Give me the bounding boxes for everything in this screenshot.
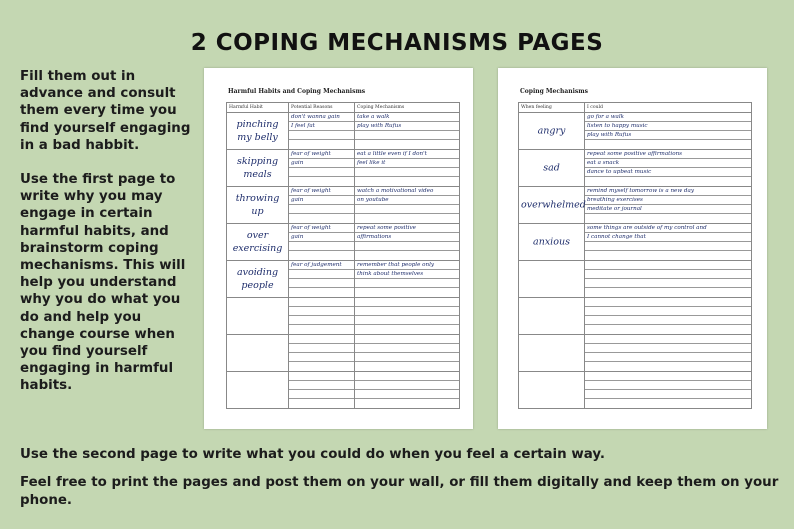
coping-line[interactable]: [355, 344, 459, 353]
feeling-cell[interactable]: [519, 261, 585, 298]
coping-cell[interactable]: [355, 261, 460, 298]
header-harmful-habit: Harmful Habit: [227, 103, 289, 113]
action-cell[interactable]: [585, 113, 752, 150]
coping-line[interactable]: [355, 362, 459, 371]
feeling-cell[interactable]: [519, 113, 585, 150]
worksheet-page-2: [498, 68, 767, 429]
coping-line[interactable]: [355, 335, 459, 344]
habit-text: [227, 387, 288, 393]
reason-line[interactable]: gain: [289, 233, 354, 242]
reason-line[interactable]: [289, 214, 354, 223]
action-cell[interactable]: [585, 224, 752, 261]
action-line[interactable]: breathing exercises: [585, 196, 751, 205]
reason-line[interactable]: fear of weight: [289, 187, 354, 196]
reasons-cell[interactable]: [289, 187, 355, 224]
feeling-row: [519, 150, 752, 187]
action-line[interactable]: go for a walk: [585, 113, 751, 122]
coping-line[interactable]: [355, 316, 459, 325]
feeling-cell[interactable]: [519, 298, 585, 335]
reason-line[interactable]: fear of judgement: [289, 261, 354, 270]
habit-cell[interactable]: [227, 224, 289, 261]
feeling-row: [519, 187, 752, 224]
feeling-text: sad: [543, 162, 560, 174]
action-line[interactable]: remind myself tomorrow is a new day: [585, 187, 751, 196]
coping-line[interactable]: remember that people only: [355, 261, 459, 270]
coping-line[interactable]: [355, 131, 459, 140]
side-description: [20, 68, 200, 412]
reason-line[interactable]: fear of weight: [289, 224, 354, 233]
feeling-cell[interactable]: [519, 224, 585, 261]
reason-line[interactable]: [289, 168, 354, 177]
reason-line[interactable]: [289, 298, 354, 307]
habit-text: [227, 313, 288, 319]
action-line[interactable]: [585, 316, 751, 325]
habit-row: [227, 224, 460, 261]
coping-line[interactable]: [355, 214, 459, 223]
habit-row: [227, 187, 460, 224]
coping-line[interactable]: affirmations: [355, 233, 459, 242]
coping-line[interactable]: [355, 325, 459, 334]
coping-line[interactable]: [355, 251, 459, 260]
action-line[interactable]: [585, 270, 751, 279]
action-line[interactable]: [585, 307, 751, 316]
coping-line[interactable]: think about themselves: [355, 270, 459, 279]
habit-row: [227, 261, 460, 298]
coping-line[interactable]: [355, 390, 459, 399]
habit-row: [227, 372, 460, 409]
header-i-could: I could: [585, 103, 752, 113]
coping-line[interactable]: play with Rufus: [355, 122, 459, 131]
action-line[interactable]: [585, 325, 751, 334]
habit-text: throwing up: [235, 193, 280, 217]
action-line[interactable]: [585, 344, 751, 353]
action-cell[interactable]: [585, 261, 752, 298]
coping-line[interactable]: [355, 140, 459, 149]
feeling-text: [519, 276, 584, 282]
reason-line[interactable]: [289, 316, 354, 325]
feeling-text: [519, 313, 584, 319]
action-line[interactable]: [585, 298, 751, 307]
coping-line[interactable]: [355, 381, 459, 390]
reason-line[interactable]: [289, 270, 354, 279]
reasons-cell[interactable]: [289, 335, 355, 372]
coping-line[interactable]: [355, 372, 459, 381]
reasons-cell[interactable]: [289, 113, 355, 150]
feelings-table: [518, 102, 752, 409]
reason-line[interactable]: gain: [289, 159, 354, 168]
action-line[interactable]: some things are outside of my control and: [585, 224, 751, 233]
reason-line[interactable]: [289, 335, 354, 344]
page-title: 2 COPING MECHANISMS PAGES: [190, 30, 604, 56]
coping-line[interactable]: [355, 288, 459, 297]
habit-text: over exercising: [232, 230, 283, 254]
reason-line[interactable]: [289, 242, 354, 251]
action-line[interactable]: [585, 362, 751, 371]
action-line[interactable]: play with Rufus: [585, 131, 751, 140]
action-line[interactable]: repeat some positive affirmations: [585, 150, 751, 159]
feeling-row: [519, 372, 752, 409]
action-line[interactable]: [585, 353, 751, 362]
reason-line[interactable]: [289, 372, 354, 381]
reason-line[interactable]: [289, 307, 354, 316]
action-line[interactable]: [585, 335, 751, 344]
coping-line[interactable]: watch a motivational video: [355, 187, 459, 196]
habit-text: pinching my belly: [236, 119, 279, 143]
feeling-row: [519, 298, 752, 335]
coping-line[interactable]: repeat some positive: [355, 224, 459, 233]
reason-line[interactable]: [289, 390, 354, 399]
action-line[interactable]: [585, 279, 751, 288]
habit-row: [227, 150, 460, 187]
reason-line[interactable]: [289, 251, 354, 260]
habit-row: [227, 335, 460, 372]
side-paragraph-2: Use the first page to write why you may engage in certain harmful habits, and brainstorm coping mechanisms. This will help you understand why you do what you do and help you change course when you find yourself engaging in harmful habits.: [20, 172, 186, 394]
feeling-row: [519, 335, 752, 372]
action-cell[interactable]: [585, 372, 752, 409]
action-line[interactable]: [585, 251, 751, 260]
reason-line[interactable]: gain: [289, 196, 354, 205]
reason-line[interactable]: [289, 362, 354, 371]
coping-line[interactable]: [355, 399, 459, 408]
reason-line[interactable]: [289, 381, 354, 390]
action-line[interactable]: [585, 261, 751, 270]
reason-line[interactable]: [289, 205, 354, 214]
feeling-cell[interactable]: [519, 150, 585, 187]
feeling-row: [519, 113, 752, 150]
action-line[interactable]: dance to upbeat music: [585, 168, 751, 177]
coping-cell[interactable]: [355, 150, 460, 187]
coping-line[interactable]: take a walk: [355, 113, 459, 122]
header-coping-mechanisms: Coping Mechanisms: [355, 103, 460, 113]
reason-line[interactable]: [289, 140, 354, 149]
feeling-text: overwhelmed: [521, 199, 586, 211]
habits-table: [226, 102, 460, 409]
action-line[interactable]: eat a snack: [585, 159, 751, 168]
habit-text: avoiding people: [236, 267, 279, 291]
habit-cell[interactable]: [227, 113, 289, 150]
habit-text: skipping meals: [236, 156, 279, 180]
reason-line[interactable]: [289, 325, 354, 334]
coping-line[interactable]: [355, 205, 459, 214]
reasons-cell[interactable]: [289, 372, 355, 409]
reason-line[interactable]: [289, 279, 354, 288]
action-line[interactable]: I cannot change that: [585, 233, 751, 242]
coping-cell[interactable]: [355, 187, 460, 224]
coping-line[interactable]: [355, 242, 459, 251]
habit-cell[interactable]: [227, 335, 289, 372]
coping-line[interactable]: eat a little even if I don't: [355, 150, 459, 159]
action-line[interactable]: [585, 381, 751, 390]
reasons-cell[interactable]: [289, 224, 355, 261]
reason-line[interactable]: fear of weight: [289, 150, 354, 159]
action-cell[interactable]: [585, 298, 752, 335]
action-line[interactable]: meditate or journal: [585, 205, 751, 214]
coping-cell[interactable]: [355, 372, 460, 409]
header-when-feeling: When feeling: [519, 103, 585, 113]
action-line[interactable]: listen to happy music: [585, 122, 751, 131]
coping-line[interactable]: feel like it: [355, 159, 459, 168]
coping-line[interactable]: [355, 298, 459, 307]
coping-line[interactable]: [355, 353, 459, 362]
bottom-paragraph-2: Feel free to print the pages and post them on your wall, or fill them digitally and keep them on your phone.: [20, 475, 779, 508]
action-line[interactable]: [585, 399, 751, 408]
coping-line[interactable]: [355, 279, 459, 288]
action-line[interactable]: [585, 177, 751, 186]
coping-cell[interactable]: [355, 113, 460, 150]
feeling-row: [519, 224, 752, 261]
coping-line[interactable]: [355, 177, 459, 186]
coping-cell[interactable]: [355, 224, 460, 261]
coping-cell[interactable]: [355, 335, 460, 372]
worksheet-page-1: [204, 68, 473, 429]
feeling-text: angry: [537, 125, 566, 137]
action-line[interactable]: [585, 390, 751, 399]
feeling-text: [519, 387, 584, 393]
feeling-cell[interactable]: [519, 187, 585, 224]
reasons-cell[interactable]: [289, 150, 355, 187]
header-potential-reasons: Potential Reasons: [289, 103, 355, 113]
feeling-cell[interactable]: [519, 372, 585, 409]
bottom-paragraph-1: Use the second page to write what you could do when you feel a certain way.: [20, 447, 605, 462]
reason-line[interactable]: I feel fat: [289, 122, 354, 131]
action-cell[interactable]: [585, 187, 752, 224]
feeling-text: [519, 350, 584, 356]
action-cell[interactable]: [585, 335, 752, 372]
coping-line[interactable]: on youtube: [355, 196, 459, 205]
reason-line[interactable]: [289, 344, 354, 353]
action-cell[interactable]: [585, 150, 752, 187]
feeling-text: anxious: [533, 236, 570, 248]
action-line[interactable]: [585, 372, 751, 381]
feeling-cell[interactable]: [519, 335, 585, 372]
action-line[interactable]: [585, 214, 751, 223]
action-line[interactable]: [585, 242, 751, 251]
side-paragraph-1: Fill them out in advance and consult them every time you find yourself engaging in a bad habbit.: [20, 69, 191, 153]
worksheet-2-title: Coping Mechanisms: [520, 88, 589, 95]
reasons-cell[interactable]: [289, 298, 355, 335]
habit-cell[interactable]: [227, 187, 289, 224]
worksheet-1-title: Harmful Habits and Coping Mechanisms: [228, 88, 366, 95]
coping-line[interactable]: [355, 307, 459, 316]
reason-line[interactable]: don't wanna gain: [289, 113, 354, 122]
reason-line[interactable]: [289, 131, 354, 140]
action-line[interactable]: [585, 288, 751, 297]
action-line[interactable]: [585, 140, 751, 149]
habit-cell[interactable]: [227, 261, 289, 298]
reason-line[interactable]: [289, 288, 354, 297]
habit-row: [227, 298, 460, 335]
reason-line[interactable]: [289, 177, 354, 186]
habit-text: [227, 350, 288, 356]
coping-cell[interactable]: [355, 298, 460, 335]
habit-cell[interactable]: [227, 372, 289, 409]
reason-line[interactable]: [289, 399, 354, 408]
habit-cell[interactable]: [227, 150, 289, 187]
reasons-cell[interactable]: [289, 261, 355, 298]
habit-row: [227, 113, 460, 150]
coping-line[interactable]: [355, 168, 459, 177]
habit-cell[interactable]: [227, 298, 289, 335]
feeling-row: [519, 261, 752, 298]
reason-line[interactable]: [289, 353, 354, 362]
